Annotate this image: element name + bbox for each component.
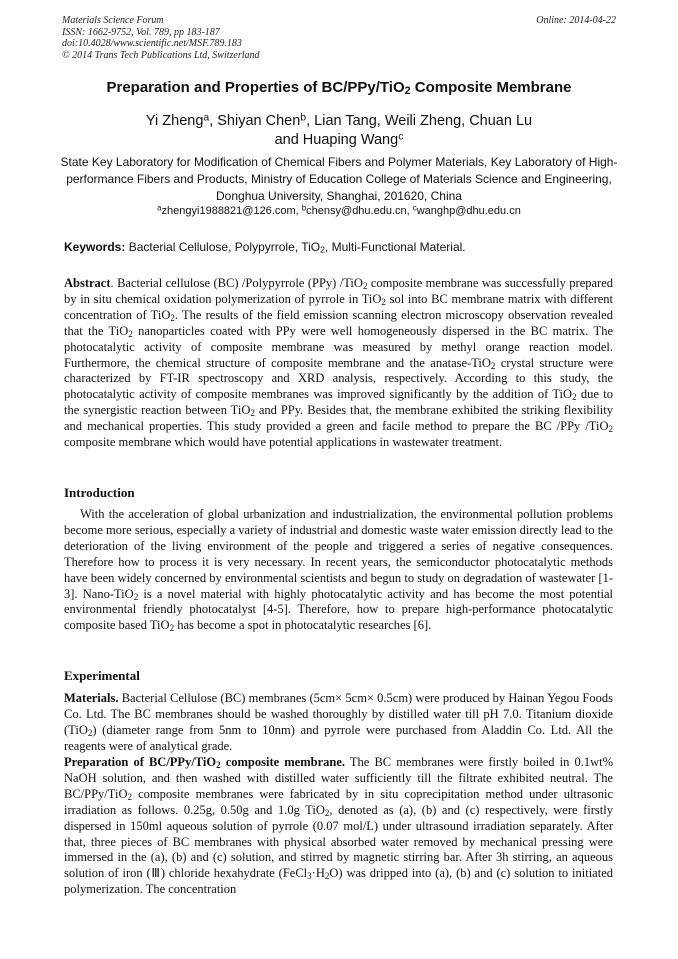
author-1-mark: a — [203, 112, 210, 124]
abstract-sub-2: 2 — [381, 296, 386, 307]
journal-name: Materials Science Forum — [62, 15, 164, 26]
keywords-subscript: 2 — [320, 244, 325, 255]
email-list — [0, 205, 678, 217]
abstract-sub-7: 2 — [250, 408, 255, 419]
abstract-text-1: . Bacterial cellulose (BC) /Polypyrrole (PPy) /TiO — [110, 276, 363, 290]
intro-text-1: With the acceleration of global urbanization and industrialization, the environmental pollution problems become more serious, especially a variety of industrial and domestic waste water emission directly lead to the deterioration of the living environment of the people and triggered a series of negative consequences. Therefore how to process it is very necessary. In recent years, the semiconductor photocatalytic methods have been widely concerned by environmental scientists and begun to study on degradation of wastewater [1-3]. Nano-TiO — [64, 507, 613, 601]
journal-issn: ISSN: 1662-9752, Vol. 789, pp 183-187 — [62, 26, 220, 38]
intro-text-2: is a novel material with highly photocatalytic activity and has become the most potential environmental friendly photocatalyst [4-5]. Therefore, how to prepare high-performance photocatalytic composite based TiO — [64, 586, 613, 633]
email-3-mark: c — [412, 203, 417, 213]
preparation-sub-2: 2 — [324, 807, 330, 818]
abstract-text-2: composite membrane was successfully prepared by in situ chemical oxidation polymerization of pyrrole in TiO — [64, 276, 613, 306]
abstract-text-6: crystal structure were characterized by FT-IR spectroscopy and XRD analysis, respectively. According to this study, the photocatalytic activity of composite membranes was improved significantly by the addition of TiO — [64, 355, 613, 402]
journal-copyright: © 2014 Trans Tech Publications Ltd, Switzerland — [62, 49, 260, 61]
preparation-text-3: , denoted as (a), (b) and (c) respectively, were firstly dispersed in 150ml aqueous solution of pyrrole (0.07 mol/L) under ultrasound irradiation separately. After that, three pieces of BC membranes with physical absorbed water removed by mechanical pressing were immersed in the (a), (b) and (c) solution, and stirred by magnetic stirring bar. After 3h stirring, an aqueous solution of iron (Ⅲ) chloride hexahydrate (FeCl — [64, 802, 613, 881]
preparation-sub-4: 2 — [324, 871, 330, 882]
intro-text-3: has become a spot in photocatalytic researches [6]. — [174, 618, 432, 633]
journal-info — [62, 15, 622, 61]
title-text-end: Composite Membrane — [410, 79, 572, 96]
materials-text-1: Bacterial Cellulose (BC) membranes (5cm× 5cm× 0.5cm) were produced by Hainan Yegou Foods Co. Ltd. The BC membranes should be washed thoroughly by distilled water till pH 7.0. Titanium dioxide (TiO — [64, 691, 613, 737]
abstract-text-9: composite membrane which would have potential applications in wastewater treatment. — [64, 435, 503, 450]
paper-title — [0, 79, 678, 96]
preparation-text-5: O) was dripped into (a), (b) and (c) solution to initiated polymerization. The concentration — [64, 866, 613, 897]
intro-sub-2: 2 — [169, 623, 175, 634]
keywords — [64, 240, 620, 254]
abstract-sub-1: 2 — [362, 280, 368, 291]
abstract-text-5: nanoparticles coated with PPy were well homogeneously dispersed in the BC matrix. The photocatalytic activity of composite membrane was measured by methyl orange reaction model. Furthermore, the chemical structure of composite membrane and the anatase-TiO — [64, 323, 613, 370]
preparation-label-1: Preparation of BC/PPy/TiO — [64, 755, 217, 769]
preparation-sub-1: 2 — [127, 791, 132, 802]
abstract — [64, 276, 613, 451]
author-list — [60, 112, 618, 150]
abstract-sub-5: 2 — [490, 360, 496, 371]
affiliation: State Key Laboratory for Modification of Chemical Fibers and Polymer Materials, Key Laboratory of High-performance Fibers and Products, Ministry of Education College of Materials Science and Engineering, Donghua University, Shanghai, 201620, China — [60, 155, 618, 203]
email-2-mark: b — [301, 203, 307, 213]
author-2: , Shiyan Chen — [209, 113, 301, 129]
title-text-start: Preparation and Properties of BC/PPy/TiO — [106, 79, 405, 96]
preparation-label-2: composite membrane. — [220, 755, 346, 769]
online-date: Online: 2014-04-22 — [536, 15, 616, 26]
preparation-paragraph — [64, 755, 613, 898]
author-3-5: , Lian Tang, Weili Zheng, Chuan Lu — [306, 113, 533, 129]
journal-doi: doi:10.4028/www.scientific.net/MSF.789.183 — [62, 38, 242, 49]
abstract-text-4: . The results of the field emission scanning electron microscopy observation revealed that the TiO — [64, 307, 613, 338]
abstract-sub-8: 2 — [608, 423, 613, 434]
author-2-mark: b — [300, 112, 307, 124]
abstract-sub-6: 2 — [572, 392, 577, 403]
materials-text-2: ) (diameter range from 5nm to 10nm) and pyrrole were purchased from Aladdin Co. Ltd. All the reagents were of analytical grade. — [64, 722, 613, 753]
introduction-paragraph — [64, 507, 613, 634]
abstract-sub-4: 2 — [128, 328, 133, 339]
email-3: wanghp@dhu.edu.cn — [416, 205, 521, 217]
materials-sub-1: 2 — [87, 727, 93, 738]
materials-paragraph — [64, 691, 613, 755]
abstract-text-7: due to the synergistic reaction between TiO — [64, 387, 613, 418]
preparation-text-1: The BC membranes were firstly boiled in 0.1wt% NaOH solution, and then washed with distilled water sufficiently till the filtrate exhibited neutral. The BC/PPy/TiO — [64, 755, 613, 801]
preparation-label-sub: 2 — [216, 759, 221, 770]
preparation-label — [64, 755, 345, 769]
intro-sub-1: 2 — [133, 591, 139, 602]
keywords-label: Keywords: — [64, 240, 126, 254]
author-1: Yi Zheng — [145, 113, 204, 129]
preparation-text-4: ·H — [311, 866, 325, 881]
preparation-sub-3: 3 — [307, 871, 312, 882]
author-6-mark: c — [398, 131, 404, 143]
experimental-heading: Experimental — [64, 668, 140, 683]
email-1: zhengyi1988821@126.com, — [161, 205, 302, 217]
abstract-sub-3: 2 — [170, 312, 175, 323]
materials-label: Materials. — [64, 691, 119, 705]
abstract-text-8: and PPy. Besides that, the membrane exhibited the striking flexibility and mechanical properties. This study provided a green and facile method to prepare the BC /PPy /TiO — [64, 403, 613, 434]
abstract-label: Abstract — [64, 276, 111, 290]
title-subscript: 2 — [404, 85, 411, 98]
preparation-text-2: composite membranes were fabricated by in situ coprecipitation method under ultrasonic irradiation as follows. 0.25g, 0.50g and 1.0g TiO — [64, 786, 613, 817]
email-2: chensy@dhu.edu.cn, — [306, 205, 413, 217]
abstract-text-3: sol into BC membrane matrix with different concentration of TiO — [64, 291, 614, 322]
author-6: and Huaping Wang — [274, 132, 399, 148]
keywords-text-1: Bacterial Cellulose, Polypyrrole, TiO — [125, 240, 321, 254]
email-1-mark: a — [157, 203, 162, 213]
introduction-heading: Introduction — [64, 485, 135, 500]
keywords-text-2: , Multi-Functional Material. — [324, 240, 466, 254]
